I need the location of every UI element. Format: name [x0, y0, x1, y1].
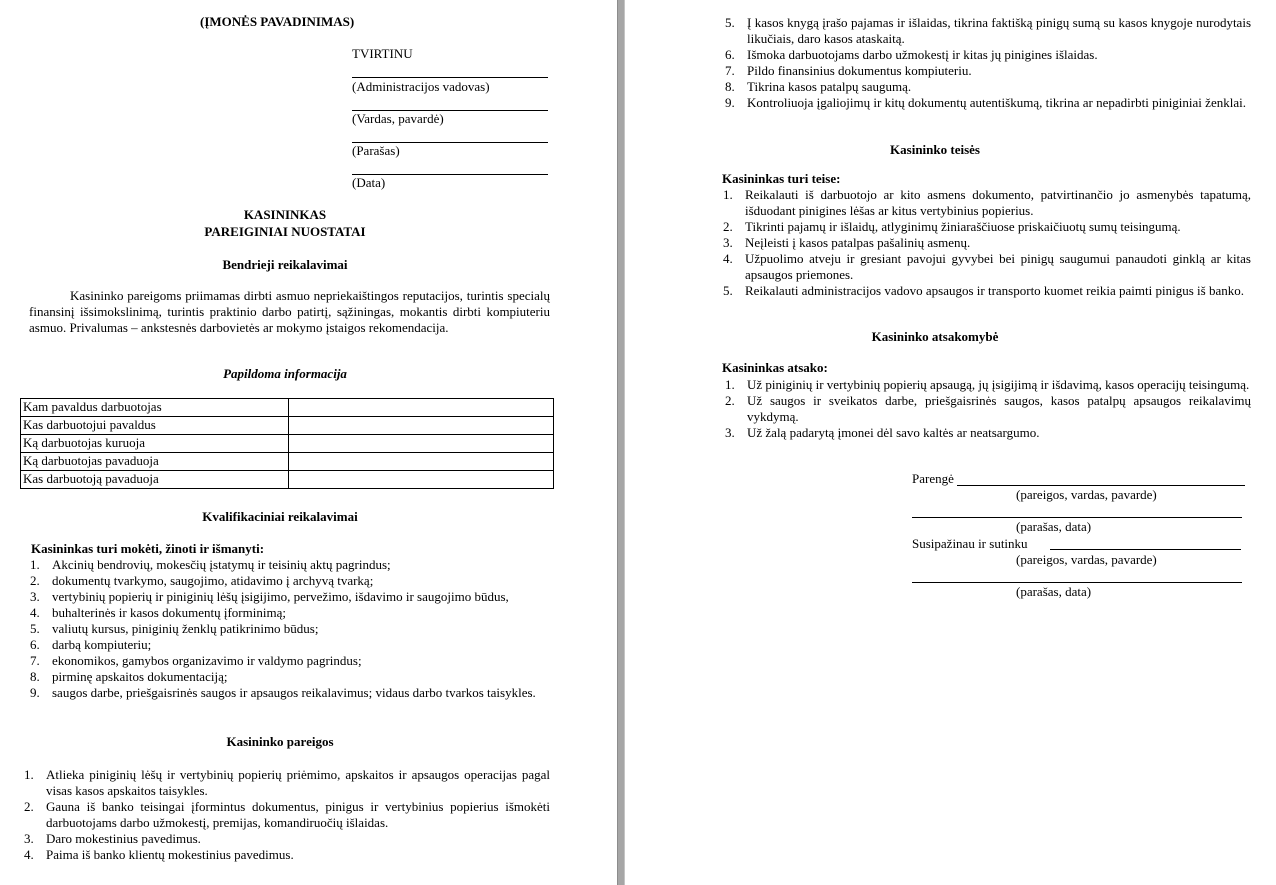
section-heading: Papildoma informacija [223, 366, 347, 381]
signature-caption: (Administracijos vadovas) [352, 79, 490, 94]
list-item: 3. Už žalą padarytą įmonei dėl savo kaltės ar neatsargumo. [725, 425, 1040, 440]
list-item: 1. Už piniginių ir vertybinių popierių apsaugą, jų įsigijimą ir išdavimą, kasos operacijų teisingumą. [725, 377, 1250, 392]
table-cell-value [289, 453, 554, 471]
list-item: 8. Tikrina kasos patalpų saugumą. [725, 79, 912, 94]
signature-caption: (parašas, data) [1016, 584, 1092, 599]
table-cell-label: Ką darbuotojas pavaduoja [21, 453, 289, 471]
signature-caption: (pareigos, vardas, pavarde) [1016, 552, 1157, 567]
document-page-left [0, 0, 617, 885]
duties-list [24, 767, 550, 863]
table-row [21, 435, 554, 453]
table-cell-label: Ką darbuotojas kuruoja [21, 435, 289, 453]
table-row [21, 471, 554, 489]
qualification-list [30, 557, 550, 701]
list-item: 3. vertybinių popierių ir piniginių lėšų įsigijimo, pervežimo, išdavimo ir saugojimo būdus, [30, 589, 509, 604]
table-row [21, 453, 554, 471]
additional-info-table [20, 398, 554, 489]
table-row [21, 399, 554, 417]
section-heading: Kasininko pareigos [226, 734, 334, 749]
list-item: 3. Neįleisti į kasos patalpas pašalinių asmenų. [723, 235, 971, 250]
table-row [21, 417, 554, 435]
list-item: 5. valiutų kursus, piniginių ženklų patikrinimo būdus; [30, 621, 319, 636]
list-intro: Kasininkas turi teise: [722, 171, 841, 186]
signature-caption: (parašas, data) [1016, 519, 1092, 534]
list-intro: Kasininkas turi mokėti, žinoti ir išmanyti: [31, 541, 265, 556]
table-cell-label: Kam pavaldus darbuotojas [21, 399, 289, 417]
list-item: 4. Užpuolimo atveju ir gresiant pavojui gyvybei bei pinigų saugumui panaudoti ginklą ar kitas apsaugos priemones. [723, 251, 1251, 282]
list-item: 1. Atlieka piniginių lėšų ir vertybinių popierių priėmimo, apskaitos ir apsaugos operacijas pagal visas kasos apskaitos taisykles. [24, 767, 550, 798]
list-item: 1. Akcinių bendrovių, mokesčių įstatymų ir teisinių aktų pagrindus; [30, 557, 391, 572]
list-item: 5. Reikalauti administracijos vadovo apsaugos ir transporto kuomet reikia paimti pinigus iš banko. [723, 283, 1244, 298]
list-item: 5. Į kasos knygą įrašo pajamas ir išlaidas, tikrina faktišką pinigų sumą su kasos knygoje nurodytais likučiais, daro kasos ataskaitą. [725, 15, 1251, 46]
agreed-label: Susipažinau ir sutinku [912, 536, 1028, 551]
signature-line [1050, 549, 1241, 550]
approve-label: TVIRTINU [352, 46, 413, 61]
list-item: 2. dokumentų tvarkymo, saugojimo, atidavimo į archyvą tvarką; [30, 573, 374, 588]
rights-list [723, 187, 1251, 299]
signature-caption: (Vardas, pavardė) [352, 111, 444, 126]
table-cell-value [289, 417, 554, 435]
duties-list-continued [725, 15, 1251, 111]
responsibility-list [725, 377, 1251, 441]
list-item: 4. Paima iš banko klientų mokestinius pavedimus. [24, 847, 294, 862]
list-item: 1. Reikalauti iš darbuotojo ar kito asmens dokumento, patvirtinančio jo asmenybės tapatumą, išduodant pinigines lėšas ar kitus vertybinius popierius. [723, 187, 1251, 218]
list-item: 7. Pildo finansinius dokumentus kompiuteriu. [725, 63, 972, 78]
signature-line [957, 485, 1245, 486]
section-heading: Kasininko atsakomybė [871, 329, 999, 344]
section-heading: Kvalifikaciniai reikalavimai [202, 509, 358, 524]
table-cell-label: Kas darbuotojui pavaldus [21, 417, 289, 435]
signature-caption: (pareigos, vardas, pavarde) [1016, 487, 1157, 502]
signature-caption: (Data) [352, 175, 386, 190]
page-divider [617, 0, 625, 885]
list-item: 4. buhalterinės ir kasos dokumentų įforminimą; [30, 605, 286, 620]
list-item: 7. ekonomikos, gamybos organizavimo ir valdymo pagrindus; [30, 653, 362, 668]
signature-line [912, 517, 1242, 518]
list-item: 3. Daro mokestinius pavedimus. [24, 831, 201, 846]
list-intro: Kasininkas atsako: [722, 360, 828, 375]
list-item: 2. Tikrinti pajamų ir išlaidų, atlyginimų žiniaraščiuose priskaičiuotų sumų teisingumą. [723, 219, 1181, 234]
document-page-right [625, 0, 1276, 885]
table-cell-label: Kas darbuotoją pavaduoja [21, 471, 289, 489]
table-cell-value [289, 399, 554, 417]
table-cell-value [289, 435, 554, 453]
list-item: 9. Kontroliuoja įgaliojimų ir kitų dokumentų autentiškumą, tikrina ar nepadirbti piniginiai ženklai. [725, 95, 1246, 110]
list-item: 6. Išmoka darbuotojams darbo užmokestį ir kitas jų pinigines išlaidas. [725, 47, 1098, 62]
section-heading: Kasininko teisės [890, 142, 980, 157]
document-subtitle: PAREIGINIAI NUOSTATAI [204, 224, 366, 239]
company-name: (ĮMONĖS PAVADINIMAS) [200, 14, 355, 29]
list-item: 8. pirminę apskaitos dokumentaciją; [30, 669, 228, 684]
list-item: 2. Už saugos ir sveikatos darbe, priešgaisrinės saugos, kasos patalpų apsaugos reikalavimų vykdymą. [725, 393, 1251, 424]
signature-line [352, 77, 548, 78]
document-title: KASININKAS [243, 207, 327, 222]
section-heading: Bendrieji reikalavimai [222, 257, 348, 272]
list-item: 9. saugos darbe, priešgaisrinės saugos ir apsaugos reikalavimus; vidaus darbo tvarkos taisykles. [30, 685, 536, 700]
prepared-label: Parengė [912, 471, 954, 486]
signature-caption: (Parašas) [352, 143, 400, 158]
general-requirements-text: Kasininko pareigoms priimamas dirbti asmuo nepriekaištingos reputacijos, turintis specialų finansinį išsimokslinimą, turintis praktinio darbo patirtį, sąžiningas, mokantis dirbti kompiuteriu asmuo. Privalumas – ankstesnės darbovietės ar mokymo įstaigos rekomendacija. [29, 288, 550, 335]
list-item: 2. Gauna iš banko teisingai įformintus dokumentus, pinigus ir vertybinius popierius išmokėti darbuotojams darbo užmokestį, premijas, komandiruočių išlaidas. [24, 799, 550, 830]
table-cell-value [289, 471, 554, 489]
signature-line [912, 582, 1242, 583]
list-item: 6. darbą kompiuteriu; [30, 637, 152, 652]
